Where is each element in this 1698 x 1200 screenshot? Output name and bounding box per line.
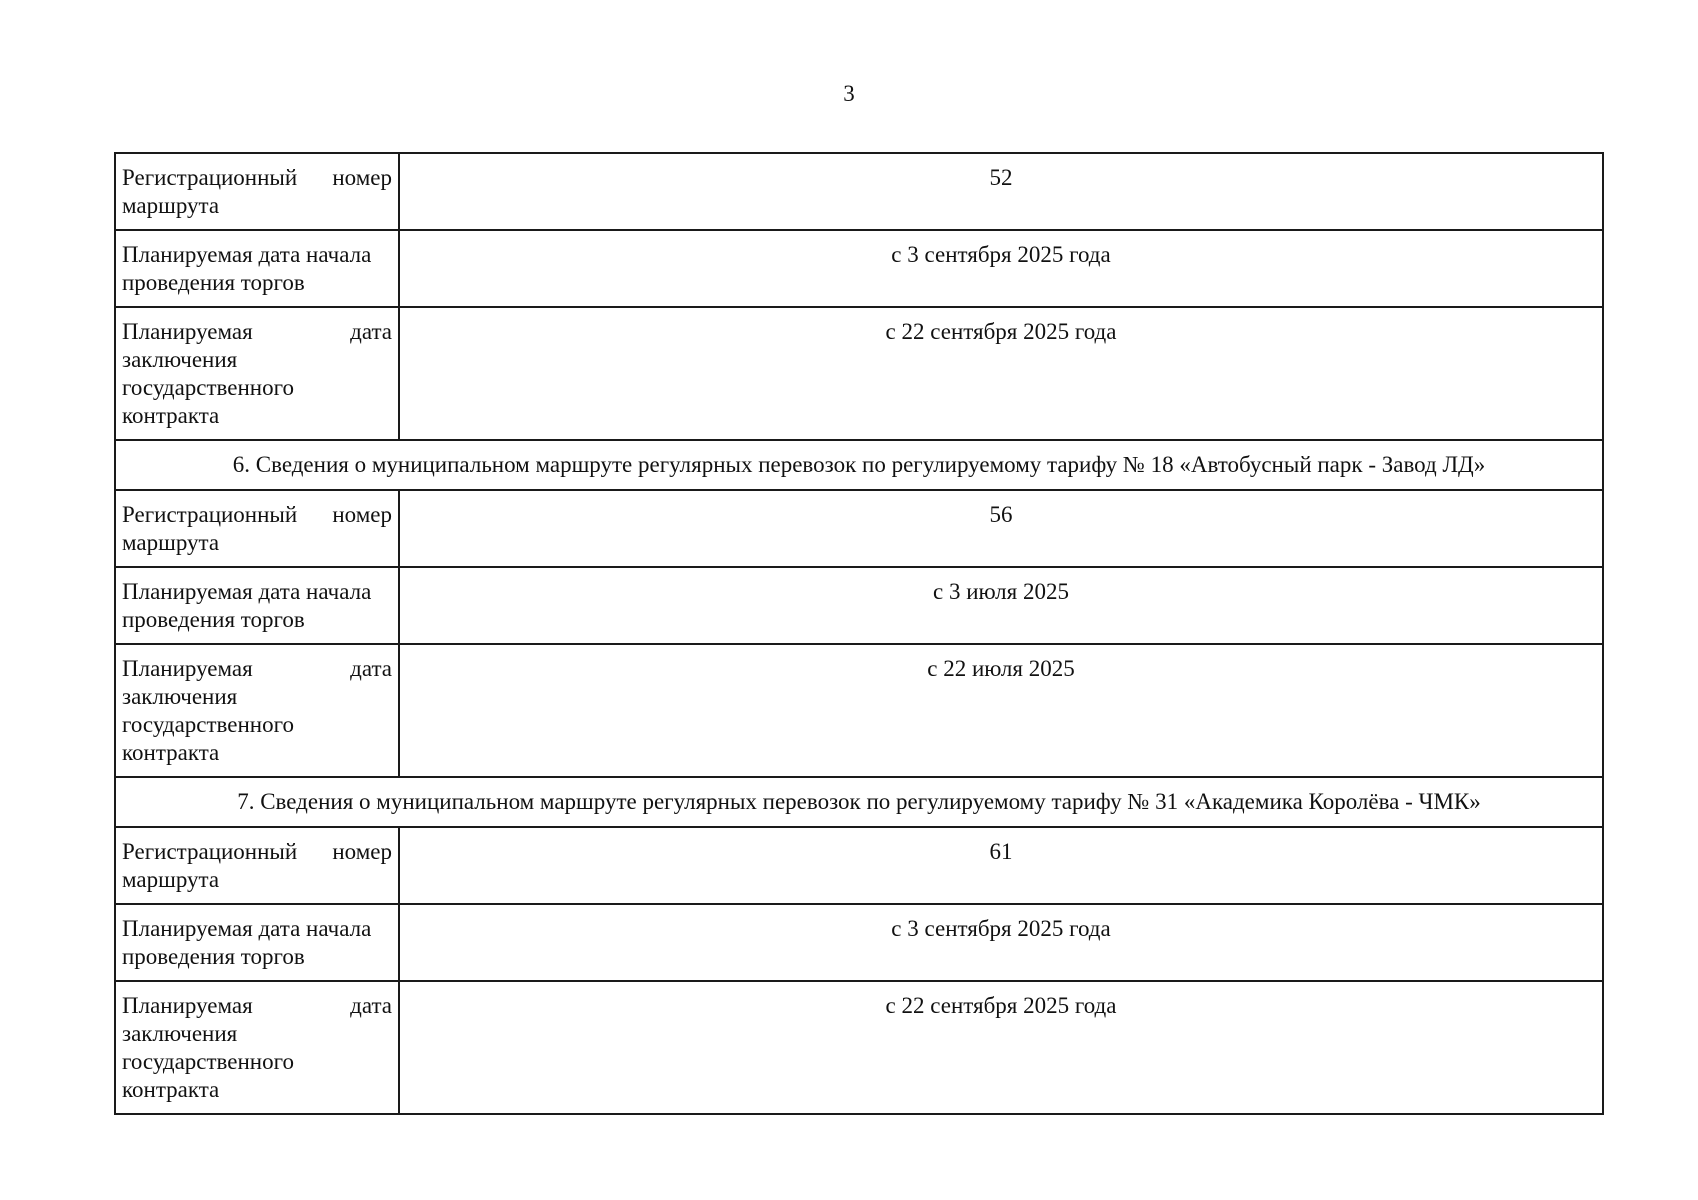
field-label-line: контракта bbox=[122, 740, 220, 765]
field-value: с 22 сентября 2025 года bbox=[399, 981, 1603, 1114]
field-label bbox=[115, 230, 399, 307]
table-row bbox=[115, 153, 1603, 230]
routes-table-body bbox=[115, 153, 1603, 1114]
field-label-word: Регистрационный bbox=[122, 502, 298, 527]
field-label-word: Регистрационный bbox=[122, 839, 298, 864]
field-label-word: Планируемая bbox=[122, 319, 253, 344]
field-value: с 3 июля 2025 bbox=[399, 567, 1603, 644]
field-label bbox=[115, 981, 399, 1114]
field-label-line: Планируемая дата начала bbox=[122, 579, 372, 604]
field-label-word: Планируемая bbox=[122, 656, 253, 681]
field-label-word: номер bbox=[332, 839, 392, 864]
field-label-line: проведения торгов bbox=[122, 944, 305, 969]
field-label-line: маршрута bbox=[122, 530, 220, 555]
field-label-line bbox=[122, 318, 392, 346]
table-row bbox=[115, 904, 1603, 981]
table-row bbox=[115, 981, 1603, 1114]
section-heading: 7. Сведения о муниципальном маршруте регулярных перевозок по регулируемому тарифу № 31 «Академика Королёва - ЧМК» bbox=[115, 777, 1603, 827]
field-label-line: заключения bbox=[122, 347, 238, 372]
field-label-line bbox=[122, 164, 392, 192]
field-label-line: проведения торгов bbox=[122, 270, 305, 295]
field-label bbox=[115, 153, 399, 230]
table-row bbox=[115, 567, 1603, 644]
field-label bbox=[115, 827, 399, 904]
field-label-line bbox=[122, 501, 392, 529]
field-value: с 22 июля 2025 bbox=[399, 644, 1603, 777]
field-label-line: контракта bbox=[122, 403, 220, 428]
field-label-line bbox=[122, 838, 392, 866]
field-label-line: контракта bbox=[122, 1077, 220, 1102]
field-value: с 3 сентября 2025 года bbox=[399, 230, 1603, 307]
field-label-line: государственного bbox=[122, 712, 294, 737]
table-row bbox=[115, 644, 1603, 777]
field-value: 61 bbox=[399, 827, 1603, 904]
field-label-word: Планируемая bbox=[122, 993, 253, 1018]
field-label bbox=[115, 567, 399, 644]
field-value: с 3 сентября 2025 года bbox=[399, 904, 1603, 981]
field-label-line: Планируемая дата начала bbox=[122, 242, 372, 267]
field-label bbox=[115, 490, 399, 567]
page-number: 3 bbox=[843, 81, 855, 106]
field-label bbox=[115, 644, 399, 777]
field-label-line: проведения торгов bbox=[122, 607, 305, 632]
field-label-line: государственного bbox=[122, 1049, 294, 1074]
field-label-word: дата bbox=[350, 319, 392, 344]
field-label-line: заключения bbox=[122, 1021, 238, 1046]
table-row bbox=[115, 827, 1603, 904]
table-row bbox=[115, 307, 1603, 440]
routes-table bbox=[114, 152, 1604, 1115]
table-row bbox=[115, 490, 1603, 567]
field-label-line: государственного bbox=[122, 375, 294, 400]
field-label-line: маршрута bbox=[122, 867, 220, 892]
field-label-line: Планируемая дата начала bbox=[122, 916, 372, 941]
field-label bbox=[115, 904, 399, 981]
field-label-line: заключения bbox=[122, 684, 238, 709]
field-label-word: дата bbox=[350, 993, 392, 1018]
field-label-word: Регистрационный bbox=[122, 165, 298, 190]
field-label-line bbox=[122, 992, 392, 1020]
section-heading: 6. Сведения о муниципальном маршруте регулярных перевозок по регулируемому тарифу № 18 «Автобусный парк - Завод ЛД» bbox=[115, 440, 1603, 490]
field-label-line bbox=[122, 655, 392, 683]
field-label-word: номер bbox=[332, 165, 392, 190]
field-label-word: дата bbox=[350, 656, 392, 681]
field-label-line: маршрута bbox=[122, 193, 220, 218]
section-row bbox=[115, 777, 1603, 827]
field-value: с 22 сентября 2025 года bbox=[399, 307, 1603, 440]
field-value: 56 bbox=[399, 490, 1603, 567]
field-label bbox=[115, 307, 399, 440]
table-row bbox=[115, 230, 1603, 307]
field-value: 52 bbox=[399, 153, 1603, 230]
section-row bbox=[115, 440, 1603, 490]
field-label-word: номер bbox=[332, 502, 392, 527]
